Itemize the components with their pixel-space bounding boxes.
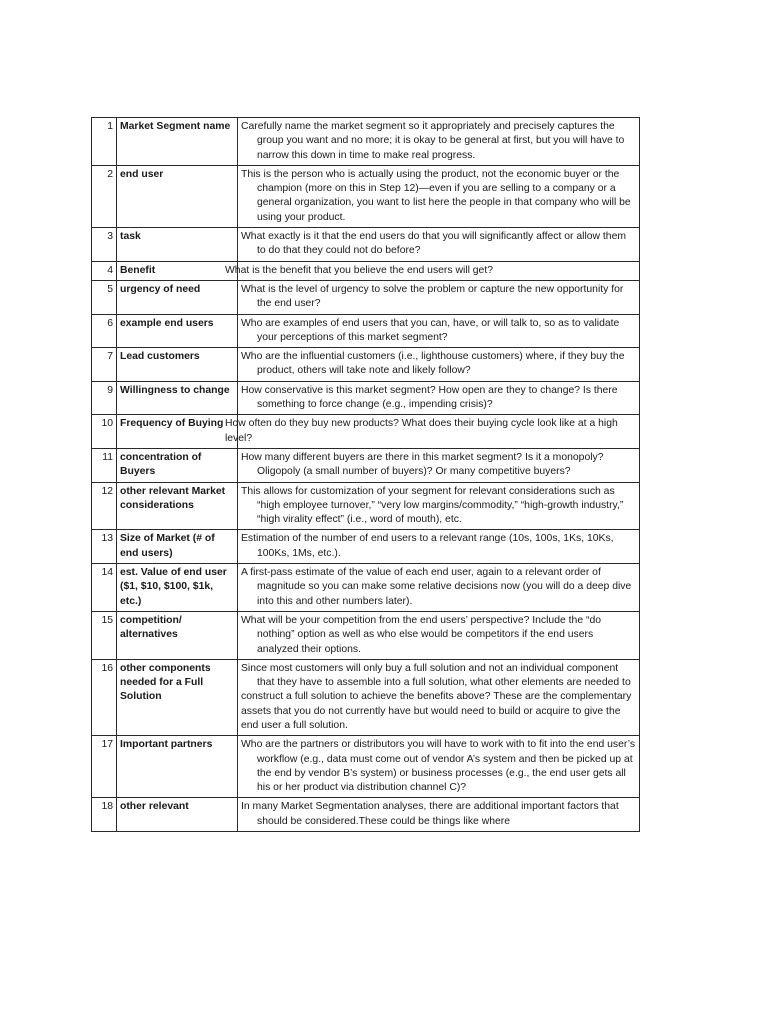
row-description-text: Since most customers will only buy a full solution and not an individual component that they have to assemble into a full solution, what other elements are needed to xyxy=(241,662,631,689)
row-description-text: Who are examples of end users that you can, have, or will talk to, so as to validate your perceptions of this market segment? xyxy=(241,317,620,343)
row-description xyxy=(238,530,640,564)
row-label: Market Segment name xyxy=(117,118,238,166)
row-description xyxy=(238,564,640,612)
table-row xyxy=(92,280,640,314)
row-label: task xyxy=(117,228,238,262)
table-row xyxy=(92,798,640,832)
row-description xyxy=(238,659,640,735)
row-number: 2 xyxy=(92,165,117,227)
row-number: 4 xyxy=(92,261,117,280)
row-label: other relevant Market considerations xyxy=(117,482,238,530)
row-label: urgency of need xyxy=(117,280,238,314)
row-description-text: Who are the influential customers (i.e., lighthouse customers) where, if they buy the product, others will take note and likely follow? xyxy=(241,351,625,377)
row-label: est. Value of end user ($1, $10, $100, $1k, etc.) xyxy=(117,564,238,612)
row-number: 13 xyxy=(92,530,117,564)
row-description xyxy=(238,165,640,227)
row-label: Benefit xyxy=(117,261,238,280)
row-number: 1 xyxy=(92,118,117,166)
table-row xyxy=(92,314,640,348)
row-description xyxy=(238,798,640,832)
table-row xyxy=(92,261,640,280)
row-description-text: This allows for customization of your segment for relevant considerations such as “high employee turnover,” “very low margins/commodity,” “high-growth industry,” “high virality effect” (i.e., word of mouth), etc. xyxy=(241,485,624,526)
row-description-text: Carefully name the market segment so it appropriately and precisely captures the group you want and no more; it is okay to be general at first, but you will have to narrow this down in time to make real progress. xyxy=(241,121,625,161)
row-label: Frequency of Buying xyxy=(117,415,238,449)
row-description-text: Who are the partners or distributors you will have to work with to fit into the end user’s workflow (e.g., data must come out of vendor A’s system and then be picked up at the end by vendor B’s system) or business processes (e.g., the end user gets all his or her product via distribution channel C)? xyxy=(241,739,636,794)
row-label: example end users xyxy=(117,314,238,348)
row-description xyxy=(225,261,640,280)
row-number: 16 xyxy=(92,659,117,735)
row-label: Willingness to change xyxy=(117,381,238,415)
row-number: 14 xyxy=(92,564,117,612)
row-number: 3 xyxy=(92,228,117,262)
table-row xyxy=(92,348,640,382)
row-label: Size of Market (# of end users) xyxy=(117,530,238,564)
row-description-text: How often do they buy new products? What does their buying cycle look like at a high level? xyxy=(225,418,618,444)
row-description-continuation: construct a full solution to achieve the benefits above? These are the complementary assets that you do not currently have but would need to build or acquire to give the end user a full solution. xyxy=(241,691,632,731)
table-row xyxy=(92,659,640,735)
row-number: 11 xyxy=(92,448,117,482)
row-description-text: What is the level of urgency to solve the problem or capture the new opportunity for the end user? xyxy=(241,283,624,310)
row-description xyxy=(238,381,640,415)
row-label: other relevant xyxy=(117,798,238,832)
table-row xyxy=(92,118,640,166)
row-number: 9 xyxy=(92,381,117,415)
row-number: 18 xyxy=(92,798,117,832)
row-number: 15 xyxy=(92,611,117,659)
row-description xyxy=(238,228,640,262)
row-number: 17 xyxy=(92,736,117,798)
table-row xyxy=(92,482,640,530)
row-label: concentration of Buyers xyxy=(117,448,238,482)
row-number: 5 xyxy=(92,280,117,314)
row-description-text: What will be your competition from the end users’ perspective? Include the “do nothing” option as well as who else would be competitors if the end users analyzed their options. xyxy=(241,614,602,655)
row-description-text: In many Market Segmentation analyses, there are additional important factors that should be considered.These could be things like where xyxy=(241,801,619,827)
row-description-text: Estimation of the number of end users to a relevant range (10s, 100s, 1Ks, 10Ks, 100Ks, 1Ms, etc.). xyxy=(241,533,614,559)
row-description-text: This is the person who is actually using the product, not the economic buyer or the champion (more on this in Step 12)—even if you are selling to a company or a general organization, you want to list here the people in that company who will be using your product. xyxy=(241,168,631,223)
row-description xyxy=(238,118,640,166)
row-description xyxy=(238,348,640,382)
row-description xyxy=(238,280,640,314)
row-label: Important partners xyxy=(117,736,238,798)
table-row xyxy=(92,381,640,415)
row-description-text: A first-pass estimate of the value of each end user, again to a relevant order of magnitude so you can make some relative decisions now (you will do a deep dive into this and other numbers later). xyxy=(241,567,632,607)
table-row xyxy=(92,228,640,262)
table-row xyxy=(92,415,640,449)
row-number: 12 xyxy=(92,482,117,530)
row-number: 10 xyxy=(92,415,117,449)
market-segment-table xyxy=(91,117,640,832)
row-description xyxy=(225,415,640,449)
row-label: Lead customers xyxy=(117,348,238,382)
table-row xyxy=(92,448,640,482)
row-number: 7 xyxy=(92,348,117,382)
row-description-text: What is the benefit that you believe the end users will get? xyxy=(225,264,494,276)
table-row xyxy=(92,611,640,659)
row-label: competition/ alternatives xyxy=(117,611,238,659)
row-description xyxy=(238,736,640,798)
table-row xyxy=(92,530,640,564)
row-description-text: What exactly is it that the end users do that you will significantly affect or allow them to do that they could not do before? xyxy=(241,231,627,257)
row-description xyxy=(238,611,640,659)
row-description xyxy=(238,482,640,530)
table-row xyxy=(92,165,640,227)
table-row xyxy=(92,736,640,798)
row-number: 6 xyxy=(92,314,117,348)
table-row xyxy=(92,564,640,612)
row-label: end user xyxy=(117,165,238,227)
row-description xyxy=(238,448,640,482)
row-description-text: How many different buyers are there in this market segment? Is it a monopoly? Oligopoly (a small number of buyers)? Or many competitive buyers? xyxy=(241,451,604,478)
row-description-text: How conservative is this market segment? How open are they to change? Is there something to force change (e.g., impending crisis)? xyxy=(241,384,618,411)
row-label: other components needed for a Full Solution xyxy=(117,659,238,735)
row-description xyxy=(238,314,640,348)
